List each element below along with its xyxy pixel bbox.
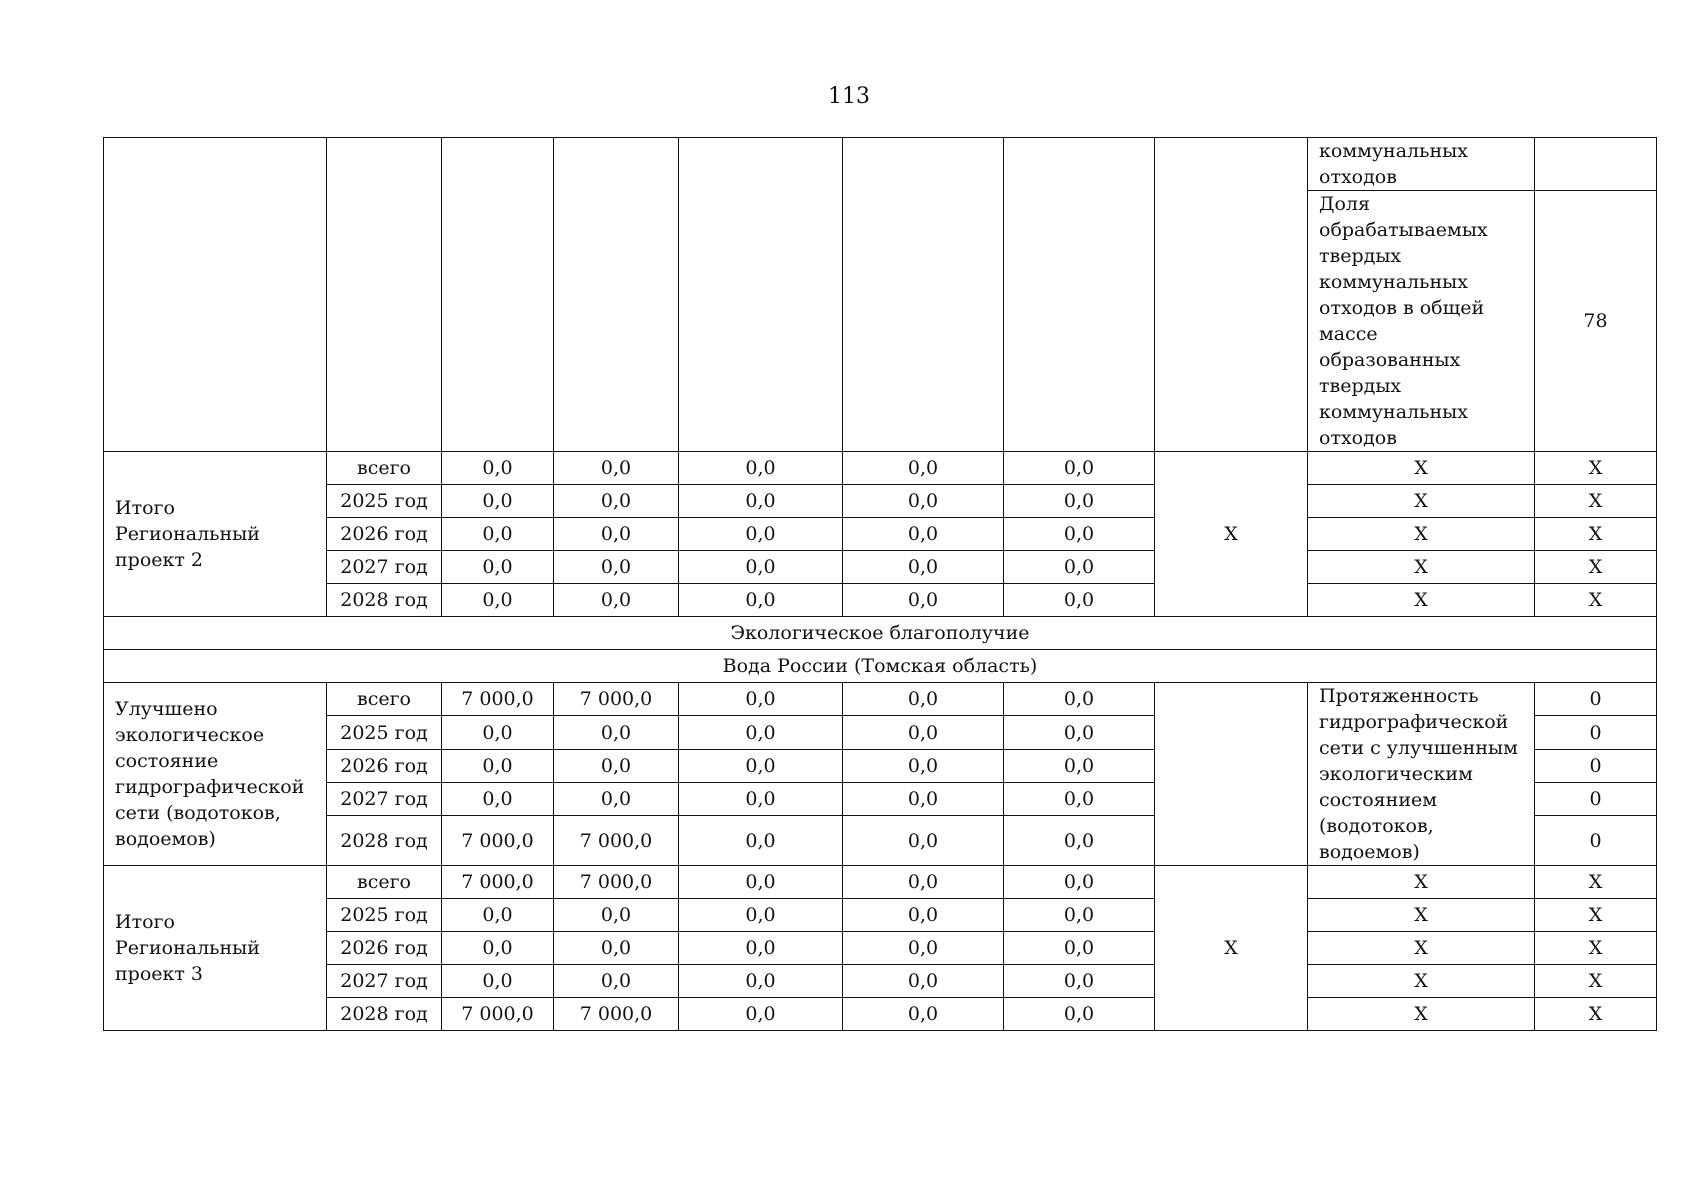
subsection-row	[104, 650, 1657, 683]
value-cell: 7 000,0	[554, 683, 679, 716]
value-cell: 7 000,0	[554, 816, 679, 866]
table-row	[104, 683, 1657, 716]
x-cell: X	[1308, 485, 1535, 518]
value-cell: 7 000,0	[554, 998, 679, 1031]
value-cell: 0,0	[679, 749, 843, 782]
value-cell: 0,0	[554, 783, 679, 816]
page-number: 113	[828, 84, 870, 109]
x-cell: X	[1535, 551, 1657, 584]
value-cell: 0,0	[442, 783, 554, 816]
table-row	[104, 965, 1657, 998]
value-cell: 0,0	[1004, 998, 1155, 1031]
x-cell: X	[1535, 485, 1657, 518]
value-cell: 0,0	[554, 749, 679, 782]
x-cell: X	[1535, 932, 1657, 965]
value-cell: 0,0	[679, 485, 843, 518]
period-cell: 2026 год	[327, 932, 442, 965]
table-row	[104, 485, 1657, 518]
value-cell: 0,0	[1004, 452, 1155, 485]
value-cell: 0,0	[679, 551, 843, 584]
indicator-value-cell: 78	[1535, 191, 1657, 452]
x-cell: X	[1308, 551, 1535, 584]
period-cell: 2026 год	[327, 518, 442, 551]
value-cell: 0,0	[679, 998, 843, 1031]
value-cell: 0,0	[554, 485, 679, 518]
x-cell: X	[1535, 584, 1657, 617]
value-cell: 7 000,0	[442, 683, 554, 716]
x-cell: X	[1535, 866, 1657, 899]
period-cell: 2025 год	[327, 716, 442, 749]
value-cell: 0,0	[679, 584, 843, 617]
value-cell: 0,0	[679, 452, 843, 485]
value-cell: 0,0	[1004, 551, 1155, 584]
period-cell: 2027 год	[327, 783, 442, 816]
indicator-value-cell: 0	[1535, 683, 1657, 716]
empty-cell	[843, 138, 1004, 452]
value-cell: 0,0	[1004, 783, 1155, 816]
table-row	[104, 998, 1657, 1031]
value-cell: 7 000,0	[554, 866, 679, 899]
value-cell: 0,0	[554, 965, 679, 998]
value-cell: 0,0	[843, 584, 1004, 617]
value-cell: 0,0	[679, 866, 843, 899]
period-cell: 2027 год	[327, 551, 442, 584]
continuation-row	[104, 138, 1657, 191]
x-cell: X	[1308, 584, 1535, 617]
value-cell: 0,0	[1004, 584, 1155, 617]
value-cell: 0,0	[843, 816, 1004, 866]
value-cell: 7 000,0	[442, 998, 554, 1031]
value-cell: 0,0	[1004, 716, 1155, 749]
empty-cell	[442, 138, 554, 452]
value-cell: 0,0	[554, 452, 679, 485]
empty-cell	[104, 138, 327, 452]
value-cell: 0,0	[843, 683, 1004, 716]
value-cell: 0,0	[442, 584, 554, 617]
x-cell: X	[1308, 998, 1535, 1031]
value-cell: 0,0	[1004, 899, 1155, 932]
value-cell: 0,0	[843, 899, 1004, 932]
total-label-cell: Итого Региональный проект 3	[104, 866, 327, 1031]
value-cell: 0,0	[442, 899, 554, 932]
indicator-tail-cell: коммунальных отходов	[1308, 138, 1535, 191]
period-cell: 2028 год	[327, 998, 442, 1031]
value-cell: 0,0	[554, 899, 679, 932]
section-title: Экологическое благополучие	[104, 617, 1657, 650]
value-cell: 0,0	[679, 816, 843, 866]
value-cell: 0,0	[554, 551, 679, 584]
table-row	[104, 452, 1657, 485]
x-cell: X	[1308, 965, 1535, 998]
value-cell: 0,0	[1004, 518, 1155, 551]
period-cell: всего	[327, 452, 442, 485]
table-row	[104, 584, 1657, 617]
empty-cell	[554, 138, 679, 452]
value-cell: 0,0	[679, 683, 843, 716]
section-row	[104, 617, 1657, 650]
total-label-cell: Итого Региональный проект 2	[104, 452, 327, 617]
value-cell: 0,0	[1004, 485, 1155, 518]
x-cell: X	[1308, 932, 1535, 965]
value-cell: 0,0	[843, 932, 1004, 965]
value-cell: 0,0	[442, 485, 554, 518]
value-cell: 0,0	[843, 965, 1004, 998]
value-cell: 0,0	[843, 866, 1004, 899]
value-cell: 0,0	[442, 965, 554, 998]
indicator-value-cell: 0	[1535, 716, 1657, 749]
value-cell: 0,0	[442, 452, 554, 485]
budget-table	[103, 137, 1657, 1031]
empty-cell	[679, 138, 843, 452]
empty-cell	[1155, 138, 1308, 452]
x-cell: X	[1535, 899, 1657, 932]
table-row	[104, 932, 1657, 965]
value-cell: 0,0	[554, 716, 679, 749]
table-row	[104, 551, 1657, 584]
x-cell: X	[1535, 518, 1657, 551]
period-cell: 2028 год	[327, 816, 442, 866]
value-cell: 0,0	[442, 716, 554, 749]
value-cell: 7 000,0	[442, 816, 554, 866]
value-cell: 0,0	[679, 932, 843, 965]
indicator-value-cell: 0	[1535, 783, 1657, 816]
empty-cell	[1535, 138, 1657, 191]
table-row	[104, 899, 1657, 932]
value-cell: 0,0	[1004, 683, 1155, 716]
x-cell: X	[1535, 998, 1657, 1031]
period-cell: 2025 год	[327, 485, 442, 518]
indicator-value-cell: 0	[1535, 816, 1657, 866]
x-cell: X	[1308, 866, 1535, 899]
value-cell: 0,0	[843, 716, 1004, 749]
indicator-cell: Доля обрабатываемых твердых коммунальных отходов в общей массе образованных твердых коммунальных отходов	[1308, 191, 1535, 452]
period-cell: 2028 год	[327, 584, 442, 617]
value-cell: 0,0	[554, 932, 679, 965]
period-cell: всего	[327, 683, 442, 716]
x-cell: X	[1535, 452, 1657, 485]
value-cell: 0,0	[1004, 866, 1155, 899]
period-cell: 2025 год	[327, 899, 442, 932]
period-cell: всего	[327, 866, 442, 899]
empty-cell	[1155, 683, 1308, 866]
x-cell: X	[1308, 452, 1535, 485]
value-cell: 0,0	[554, 584, 679, 617]
value-cell: 0,0	[679, 783, 843, 816]
result-label-cell: Улучшено экологическое состояние гидрографической сети (водотоков, водоемов)	[104, 683, 327, 866]
indicator-cell: Протяженность гидрографической сети с улучшенным экологическим состоянием (водотоков, водоемов)	[1308, 683, 1535, 866]
value-cell: 0,0	[843, 998, 1004, 1031]
subsection-title: Вода России (Томская область)	[104, 650, 1657, 683]
indicator-value-cell: 0	[1535, 749, 1657, 782]
x-cell: X	[1535, 965, 1657, 998]
value-cell: 0,0	[1004, 965, 1155, 998]
empty-cell	[1004, 138, 1155, 452]
value-cell: 0,0	[679, 899, 843, 932]
period-cell: 2026 год	[327, 749, 442, 782]
value-cell: 0,0	[1004, 816, 1155, 866]
value-cell: 0,0	[843, 783, 1004, 816]
value-cell: 0,0	[843, 518, 1004, 551]
value-cell: 0,0	[679, 716, 843, 749]
empty-cell	[327, 138, 442, 452]
value-cell: 0,0	[843, 551, 1004, 584]
value-cell: 0,0	[1004, 932, 1155, 965]
period-cell: 2027 год	[327, 965, 442, 998]
x-cell: X	[1308, 518, 1535, 551]
value-cell: 0,0	[1004, 749, 1155, 782]
x-cell: X	[1308, 899, 1535, 932]
table-row	[104, 518, 1657, 551]
x-cell: X	[1155, 452, 1308, 617]
value-cell: 0,0	[843, 749, 1004, 782]
table-row	[104, 866, 1657, 899]
value-cell: 0,0	[442, 749, 554, 782]
value-cell: 0,0	[442, 932, 554, 965]
value-cell: 0,0	[843, 485, 1004, 518]
x-cell: X	[1155, 866, 1308, 1031]
value-cell: 0,0	[554, 518, 679, 551]
value-cell: 0,0	[442, 518, 554, 551]
value-cell: 7 000,0	[442, 866, 554, 899]
value-cell: 0,0	[679, 518, 843, 551]
value-cell: 0,0	[442, 551, 554, 584]
value-cell: 0,0	[843, 452, 1004, 485]
value-cell: 0,0	[679, 965, 843, 998]
